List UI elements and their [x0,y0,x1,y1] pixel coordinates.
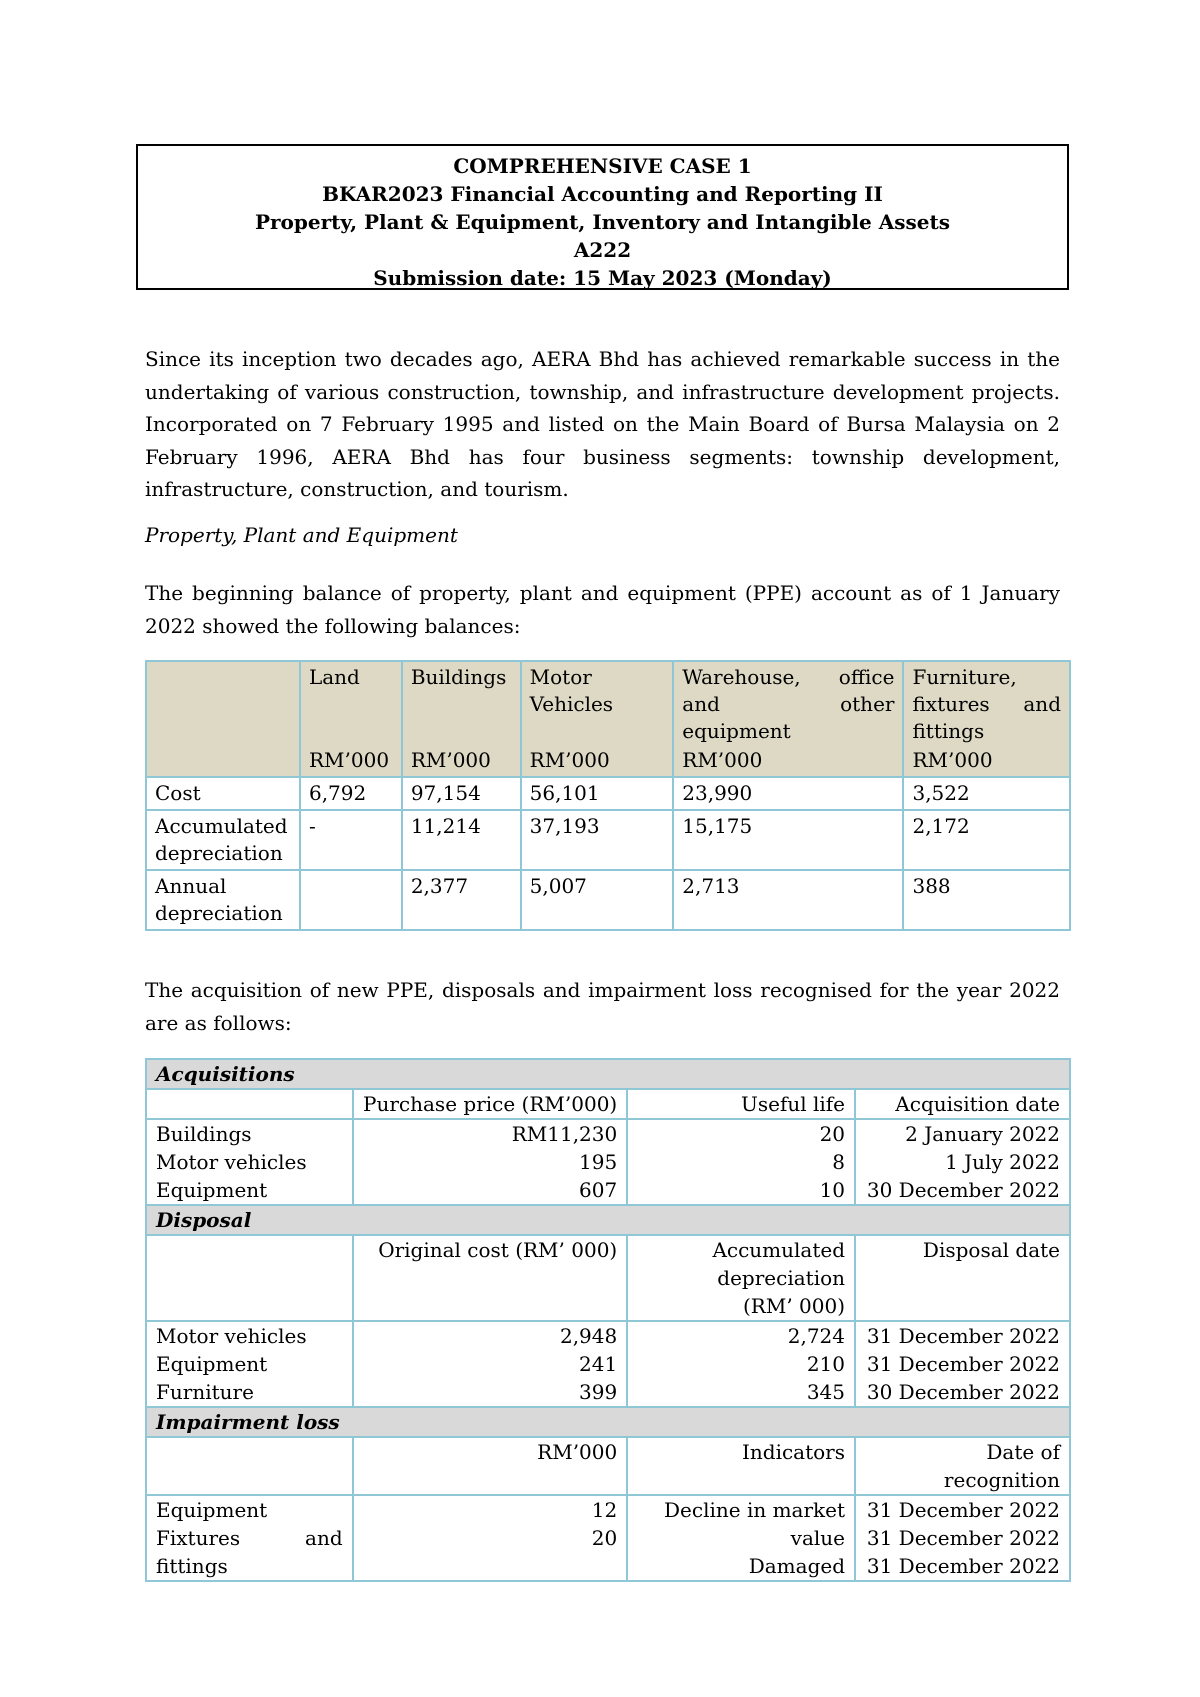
table-cell: 11,214 [402,810,521,870]
list-item: 30 December 2022 [866,1178,1060,1202]
list-item: 12 [591,1498,618,1522]
section-row-acquisitions [146,1059,1070,1089]
balances-corner-cell [146,661,300,777]
course-title: BKAR2023 Financial Accounting and Reporting II [322,182,883,206]
section-title: Impairment loss [146,1407,1070,1437]
acquisitions-body-row [146,1119,1070,1205]
balances-row-accumulated-depreciation [146,810,1070,870]
section-row-disposal [146,1205,1070,1235]
column-header-disposal-date: Disposal date [855,1235,1070,1321]
purchase-price-cell [353,1119,628,1205]
column-header-motor-vehicles [521,661,674,777]
column-unit: RM’000 [912,748,993,772]
acquisition-date-cell [855,1119,1070,1205]
list-item: Damaged [748,1554,846,1578]
list-item: Fixtures and fittings [156,1526,343,1578]
list-item: 31 December 2022 [866,1498,1060,1522]
column-label: Motor Vehicles [529,665,614,716]
table-cell: 2,713 [673,870,903,930]
table-cell: - [300,810,402,870]
section-row-impairment [146,1407,1070,1437]
table-cell: 388 [903,870,1070,930]
disposal-header-row [146,1235,1070,1321]
table-cell: 2,377 [402,870,521,930]
list-item: Decline in market value [664,1498,846,1550]
disposal-body-row [146,1321,1070,1407]
table-cell: 15,175 [673,810,903,870]
column-label: Warehouse, office and other equipment [682,665,895,743]
list-item: Buildings [156,1122,252,1146]
list-item: 607 [579,1178,618,1202]
list-item: 30 December 2022 [866,1380,1060,1404]
section-title: Acquisitions [146,1059,1070,1089]
column-label: Buildings [410,665,507,689]
original-cost-cell [353,1321,628,1407]
impairment-header-row [146,1437,1070,1495]
list-item: Equipment [156,1352,268,1376]
intro-paragraph: Since its inception two decades ago, AERA Bhd has achieved remarkable success in the undertaking of various construction, township, and infrastructure development projects. Incorporated on 7 February 1995 and listed on the Main Board of Bursa Malaysia on 2 February 1996, AERA Bhd has four business segments: township development, infrastructure, construction, and tourism. [145,347,1060,501]
list-item: 31 December 2022 [866,1324,1060,1348]
impairment-amount-cell [353,1495,628,1581]
column-unit: RM’000 [529,748,610,772]
header-text: Accumulated depreciation (RM’ 000) [712,1238,846,1318]
useful-life-cell [627,1119,855,1205]
table-cell: 37,193 [521,810,674,870]
list-item: 1 July 2022 [945,1150,1060,1174]
column-header-warehouse [673,661,903,777]
balances-header-row [146,661,1070,777]
title-box [136,144,1069,290]
column-header-acquisition-date: Acquisition date [855,1089,1070,1119]
case-title: COMPREHENSIVE CASE 1 [453,154,752,178]
list-item: 241 [579,1352,618,1376]
semester-code: A222 [573,238,632,262]
submission-date: Submission date: 15 May 2023 (Monday) [373,266,832,290]
column-header-amount: RM’000 [353,1437,628,1495]
list-item: Equipment [156,1498,268,1522]
impairment-items-cell [146,1495,353,1581]
list-item: 10 [819,1178,846,1202]
column-header-indicators: Indicators [627,1437,855,1495]
list-item: 31 December 2022 [866,1554,1060,1578]
table-cell: 56,101 [521,777,674,810]
column-header-useful-life: Useful life [627,1089,855,1119]
topic-title: Property, Plant & Equipment, Inventory and Intangible Assets [254,210,950,234]
column-header-accumulated-depreciation [627,1235,855,1321]
empty-cell [146,1235,353,1321]
list-item: 8 [832,1150,846,1174]
impairment-body-row [146,1495,1070,1581]
ppe-paragraph: The beginning balance of property, plant and equipment (PPE) account as of 1 January 2022 showed the following balances: [145,581,1060,638]
column-header-land [300,661,402,777]
column-label: Furniture, fixtures and fittings [912,665,1061,743]
list-item: Furniture [156,1380,254,1404]
list-item: Motor vehicles [156,1150,307,1174]
column-header-original-cost: Original cost (RM’ 000) [353,1235,628,1321]
impairment-indicators-cell [627,1495,855,1581]
movements-table [145,1058,1071,1582]
list-item: 31 December 2022 [866,1352,1060,1376]
row-label: Accumulated depreciation [146,810,300,870]
list-item: 20 [819,1122,846,1146]
table-cell [300,870,402,930]
disposal-date-cell [855,1321,1070,1407]
row-label: Annual depreciation [146,870,300,930]
disposal-items-cell [146,1321,353,1407]
empty-cell [146,1089,353,1119]
acquisition-paragraph: The acquisition of new PPE, disposals and impairment loss recognised for the year 2022 are as follows: [145,978,1060,1035]
list-item: Equipment [156,1178,268,1202]
impairment-date-cell [855,1495,1070,1581]
column-label: Land [308,665,360,689]
list-item: 20 [591,1526,618,1550]
section-title: Disposal [146,1205,1070,1235]
column-header-purchase-price: Purchase price (RM’000) [353,1089,628,1119]
row-label: Cost [146,777,300,810]
list-item: 210 [806,1352,846,1376]
balances-table [145,660,1071,931]
column-unit: RM’000 [682,748,763,772]
column-unit: RM’000 [308,748,390,772]
balances-row-cost [146,777,1070,810]
table-cell: 2,172 [903,810,1070,870]
list-item: 2,724 [787,1324,846,1348]
column-header-date-of-recognition: Date of recognition [855,1437,1070,1495]
table-cell: 3,522 [903,777,1070,810]
list-item: 2 January 2022 [905,1122,1060,1146]
list-item: RM11,230 [511,1122,618,1146]
list-item: 31 December 2022 [866,1526,1060,1550]
column-unit: RM’000 [410,748,491,772]
list-item: 2,948 [559,1324,618,1348]
list-item: 345 [806,1380,846,1404]
balances-row-annual-depreciation [146,870,1070,930]
column-header-furniture [903,661,1070,777]
list-item: 195 [579,1150,618,1174]
list-item: 399 [579,1380,618,1404]
table-cell: 23,990 [673,777,903,810]
accumulated-depreciation-cell [627,1321,855,1407]
ppe-heading: Property, Plant and Equipment [145,523,458,547]
acquisition-items-cell [146,1119,353,1205]
list-item: Motor vehicles [156,1324,307,1348]
column-header-buildings [402,661,521,777]
empty-cell [146,1437,353,1495]
acquisitions-header-row [146,1089,1070,1119]
table-cell: 5,007 [521,870,674,930]
table-cell: 97,154 [402,777,521,810]
table-cell: 6,792 [300,777,402,810]
